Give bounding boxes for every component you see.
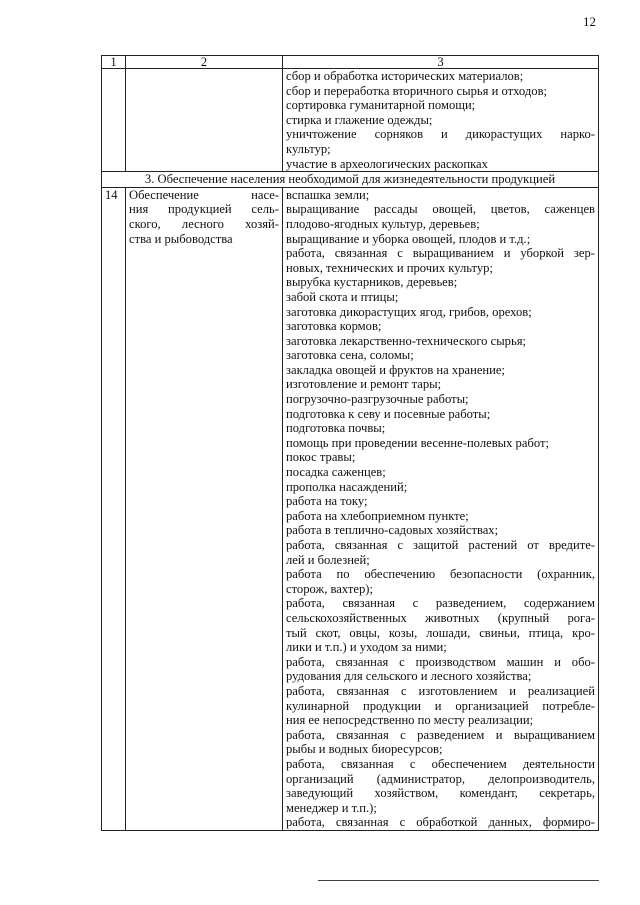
page-number: 12 [583, 14, 596, 29]
description-line: ния продукцией сель- [129, 202, 279, 217]
list-item: кулинарной продукции и организацией потребле- [286, 698, 595, 713]
row-description [126, 187, 283, 830]
list-item: заведующий хозяйством, комендант, секретарь, [286, 786, 595, 801]
list-item: прополка насаждений; [286, 479, 408, 494]
footer-rule [318, 880, 599, 881]
list-item: новых, технических и прочих культур; [286, 260, 493, 275]
list-item: работа, связанная с разведением, содержанием [286, 596, 595, 611]
continuation-number-cell [102, 69, 126, 172]
list-item: сбор и обработка исторических материалов; [286, 69, 524, 83]
list-item: уничтожение сорняков и дикорастущих нарко- [286, 127, 595, 142]
list-item: организаций (администратор, делопроизводитель, [286, 771, 595, 786]
list-item: вспашка земли; [286, 187, 370, 202]
header-col-1: 1 [102, 56, 126, 69]
list-item: сторож, вахтер); [286, 581, 373, 596]
list-item: работа, связанная с изготовлением и реализацией [286, 683, 595, 698]
section-row [102, 172, 599, 188]
list-item: сортировка гуманитарной помощи; [286, 98, 476, 113]
list-item: работа, связанная с защитой растений от вредите- [286, 538, 595, 552]
header-col-2: 2 [126, 56, 283, 69]
list-item: заготовка лекарственно-технического сырья; [286, 333, 526, 348]
list-item: участие в археологических раскопках [286, 156, 488, 171]
row-activities [283, 187, 599, 830]
list-item: выращивание и уборка овощей, плодов и т.д.; [286, 231, 531, 246]
list-item: рудования для сельского и лесного хозяйства; [286, 669, 532, 684]
list-item: работа на хлебоприемном пункте; [286, 508, 469, 523]
list-item: работа, связанная с разведением и выращиванием [286, 727, 595, 742]
description-line: ства и рыбоводства [129, 231, 233, 246]
continuation-description-cell [126, 69, 283, 172]
list-item: стирка и глажение одежды; [286, 112, 433, 127]
list-item: работа, связанная с обеспечением деятельности [286, 756, 595, 771]
list-item: тый скот, овцы, козы, лошади, свиньи, птица, кро- [286, 625, 595, 640]
continuation-row [102, 69, 599, 172]
list-item: работа на току; [286, 494, 368, 509]
list-item: плодово-ягодных культур, деревьев; [286, 216, 480, 231]
list-item: работа, связанная с обработкой данных, формиро- [286, 815, 595, 830]
list-item: работа в теплично-садовых хозяйствах; [286, 523, 499, 538]
list-item: ния ее непосредственно по месту реализации; [286, 713, 534, 728]
list-item: забой скота и птицы; [286, 289, 399, 304]
list-item: помощь при проведении весенне-полевых работ; [286, 435, 549, 450]
list-item: лики и т.п.) и уходом за ними; [286, 640, 447, 655]
description-line: Обеспечение насе- [129, 187, 279, 202]
description-line: ского, лесного хозяй- [129, 216, 279, 231]
row-number: 14 [102, 187, 126, 830]
list-item: работа, связанная с выращиванием и уборкой зер- [286, 246, 595, 261]
table-header-row [102, 56, 599, 69]
header-col-3: 3 [283, 56, 599, 69]
list-item: закладка овощей и фруктов на хранение; [286, 362, 505, 377]
list-item: вырубка кустарников, деревьев; [286, 275, 458, 290]
list-item: подготовка почвы; [286, 421, 386, 436]
list-item: рыбы и водных биоресурсов; [286, 742, 443, 757]
list-item: посадка саженцев; [286, 465, 386, 480]
list-item: заготовка дикорастущих ягод, грибов, орехов; [286, 304, 532, 319]
list-item: сельскохозяйственных животных (крупный рога- [286, 610, 595, 625]
list-item: изготовление и ремонт тары; [286, 377, 442, 392]
activities-table [101, 55, 599, 831]
list-item: работа, связанная с производством машин и обо- [286, 654, 595, 669]
section-title: 3. Обеспечение населения необходимой для жизнедеятельности продукцией [102, 172, 599, 188]
continuation-activities-cell [283, 69, 599, 172]
list-item: менеджер и т.п.); [286, 800, 377, 815]
list-item: выращивание рассады овощей, цветов, саженцев [286, 202, 595, 217]
list-item: покос травы; [286, 450, 356, 465]
list-item: подготовка к севу и посевные работы; [286, 406, 491, 421]
list-item: лей и болезней; [286, 552, 370, 567]
list-item: заготовка сена, соломы; [286, 348, 414, 363]
list-item: работа по обеспечению безопасности (охранник, [286, 567, 595, 582]
table-row [102, 187, 599, 830]
list-item: погрузочно-разгрузочные работы; [286, 392, 469, 407]
list-item: сбор и переработка вторичного сырья и отходов; [286, 83, 548, 98]
list-item: культур; [286, 141, 331, 156]
list-item: заготовка кормов; [286, 319, 382, 334]
